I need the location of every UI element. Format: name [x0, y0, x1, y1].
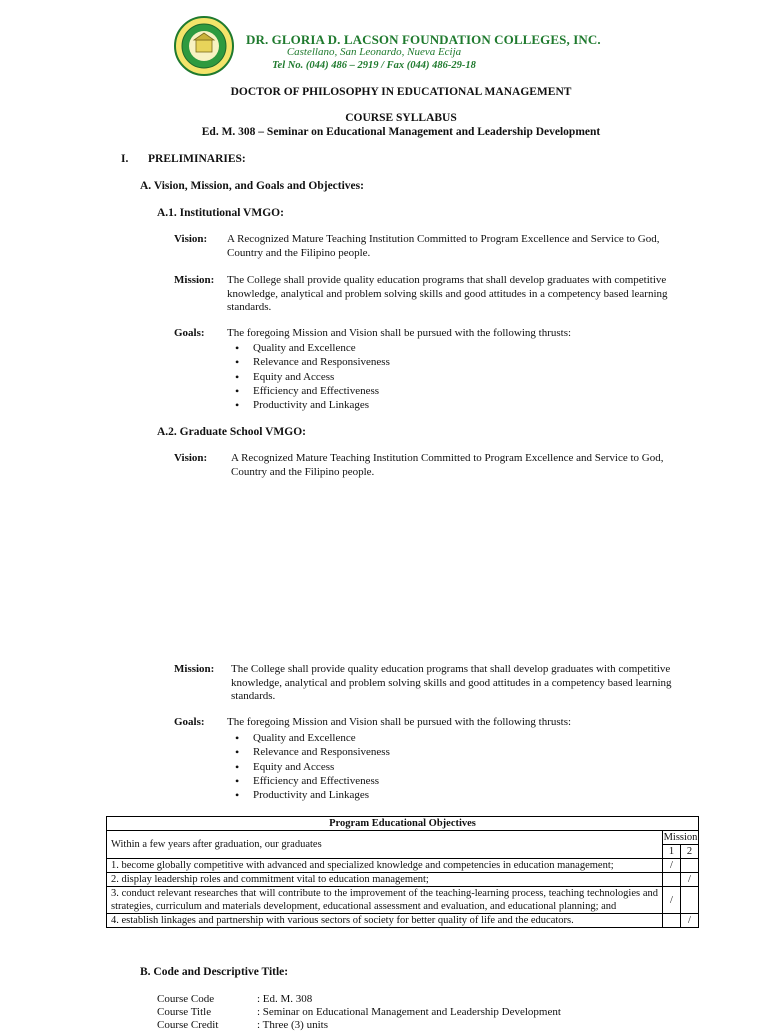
list-item: • Efficiency and Effectiveness: [227, 384, 390, 398]
list-item: • Equity and Access: [227, 760, 390, 774]
objective-text: 4. establish linkages and partnership with various sectors of society for better quality of life and the educators.: [107, 914, 663, 928]
table-row: [107, 873, 699, 887]
course-info: [157, 993, 637, 1032]
inst-goals-intro: The foregoing Mission and Vision shall be pursued with the following thrusts:: [227, 327, 572, 339]
list-item: • Relevance and Responsiveness: [227, 355, 390, 369]
peo-table-title: Program Educational Objectives: [107, 817, 699, 831]
objective-text: 1. become globally competitive with advanced and specialized knowledge and competencies in education management;: [107, 859, 663, 873]
course-credit-value: : Three (3) units: [257, 1019, 328, 1031]
course-line: Ed. M. 308 – Seminar on Educational Management and Leadership Development: [201, 126, 601, 138]
program-title: DOCTOR OF PHILOSOPHY IN EDUCATIONAL MANAGEMENT: [230, 86, 572, 98]
list-item: • Productivity and Linkages: [227, 788, 390, 802]
school-name: DR. GLORIA D. LACSON FOUNDATION COLLEGES, INC.: [246, 32, 601, 47]
inst-vision-text: A Recognized Mature Teaching Institution Committed to Program Excellence and Service to God, Country and the Filipino people.: [227, 233, 660, 259]
mission-2-check: /: [681, 914, 699, 928]
mission-2-check: [681, 859, 699, 873]
inst-vision-label: Vision:: [174, 233, 208, 245]
table-row: [107, 859, 699, 873]
mission-col-1-header: 1: [663, 845, 681, 859]
section-title: PRELIMINARIES:: [148, 153, 246, 165]
school-phone: Tel No. (044) 486 – 2919 / Fax (044) 486-29-18: [272, 60, 476, 71]
list-item: • Productivity and Linkages: [227, 398, 390, 412]
subsection-a2-title: A.2. Graduate School VMGO:: [157, 426, 306, 438]
table-row: [107, 887, 699, 914]
subsection-a-title: A. Vision, Mission, and Goals and Objectives:: [140, 180, 364, 192]
grad-vision-label: Vision:: [174, 452, 208, 464]
list-item: • Efficiency and Effectiveness: [227, 774, 390, 788]
course-title-label: Course Title: [157, 1006, 212, 1018]
grad-goals-list: [227, 731, 390, 802]
course-credit-row: [157, 1019, 637, 1032]
syllabus-title: COURSE SYLLABUS: [345, 112, 457, 124]
mission-1-check: /: [663, 859, 681, 873]
subsection-b-title: B. Code and Descriptive Title:: [140, 966, 289, 978]
list-item: • Relevance and Responsiveness: [227, 745, 390, 759]
mission-2-check: [681, 887, 699, 914]
grad-vision-text: A Recognized Mature Teaching Institution Committed to Program Excellence and Service to God, Country and the Filipino people.: [231, 452, 664, 478]
peo-table: [106, 816, 699, 928]
course-title-value: : Seminar on Educational Management and Leadership Development: [257, 1006, 561, 1018]
peo-table-intro: Within a few years after graduation, our graduates: [107, 831, 663, 859]
mission-2-check: /: [681, 873, 699, 887]
course-title-row: [157, 1006, 637, 1019]
list-item: • Equity and Access: [227, 370, 390, 384]
table-row: [107, 914, 699, 928]
mission-col-2-header: 2: [681, 845, 699, 859]
school-address: Castellano, San Leonardo, Nueva Ecija: [286, 46, 462, 58]
mission-column-header: Mission: [663, 832, 698, 843]
inst-mission-label: Mission:: [174, 274, 215, 286]
course-code-label: Course Code: [157, 993, 215, 1005]
grad-goals-label: Goals:: [174, 716, 205, 728]
grad-mission-label: Mission:: [174, 663, 215, 675]
mission-1-check: [663, 914, 681, 928]
subsection-a1-title: A.1. Institutional VMGO:: [157, 207, 284, 219]
mission-1-check: [663, 873, 681, 887]
inst-goals-list: [227, 341, 390, 412]
course-code-row: [157, 993, 637, 1006]
inst-goals-label: Goals:: [174, 327, 205, 339]
objective-text: 3. conduct relevant researches that will contribute to the improvement of the teaching-learning process, teaching technologies and strategies, curriculum and materials development, educational assessment and evaluation, and educational planning; and: [107, 887, 663, 914]
grad-mission-text: The College shall provide quality education programs that shall develop graduates with competitive knowledge, analytical and problem solving skills and good attitudes in a competency based learning standards.: [231, 663, 672, 702]
inst-mission-text: The College shall provide quality education programs that shall develop graduates with competitive knowledge, analytical and problem solving skills and good attitudes in a competency based learning standards.: [227, 274, 668, 313]
list-item: • Quality and Excellence: [227, 341, 390, 355]
college-seal-icon: [174, 16, 234, 76]
section-number: I.: [121, 153, 129, 165]
mission-1-check: /: [663, 887, 681, 914]
objective-text: 2. display leadership roles and commitment vital to education management;: [107, 873, 663, 887]
course-credit-label: Course Credit: [157, 1019, 219, 1031]
grad-goals-intro: The foregoing Mission and Vision shall be pursued with the following thrusts:: [227, 716, 572, 728]
list-item: • Quality and Excellence: [227, 731, 390, 745]
course-code-value: : Ed. M. 308: [257, 993, 313, 1005]
